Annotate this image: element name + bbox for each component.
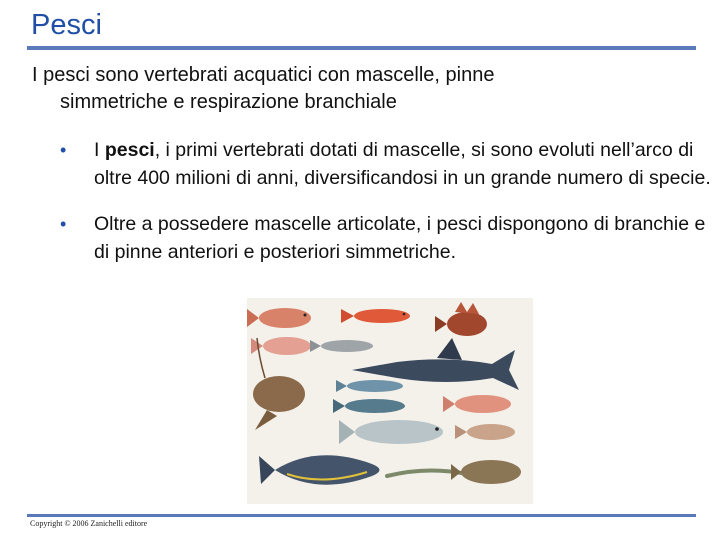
- mackerel-fish: [333, 399, 405, 413]
- fish-illustration: [247, 298, 533, 504]
- bullet-item-1: [58, 136, 716, 192]
- bullet-1-text: , i primi vertebrati dotati di mascelle, si sono evoluti nell’arco di oltre 400 milioni di anni, diversificandosi in un grande numero di specie.: [94, 139, 711, 189]
- slide-subtitle: [32, 62, 672, 116]
- red-mullet-fish: [341, 309, 410, 323]
- bullet-list: [58, 136, 716, 284]
- bullet-dot: •: [60, 214, 67, 234]
- grey-mullet-fish: [310, 340, 373, 352]
- tuna-fish: [259, 455, 380, 484]
- bullet-dot: •: [60, 140, 67, 160]
- subtitle-line-2: simmetriche e respirazione branchiale: [60, 91, 397, 113]
- pink-sea-bream-fish: [251, 337, 311, 355]
- fish-illustration-svg: [247, 298, 533, 504]
- scorpion-fish: [435, 302, 487, 336]
- sea-bass-fish: [339, 420, 443, 444]
- subtitle-line-1: I pesci sono vertebrati acquatici con mascelle, pinne: [32, 64, 495, 86]
- bullet-2-text: Oltre a possedere mascelle articolate, i pesci dispongono di branchie e di pinne anteriori e posteriori simmetriche.: [94, 213, 706, 263]
- bream-fish: [455, 424, 515, 440]
- gurnard-fish: [443, 395, 511, 413]
- footer-divider: [27, 514, 696, 517]
- copyright-notice: Copyright © 2006 Zanichelli editore: [30, 519, 148, 528]
- red-bream-fish: [247, 308, 311, 328]
- sardine-fish: [336, 380, 403, 392]
- flat-fish: [451, 460, 521, 484]
- bullet-item-2: [58, 210, 716, 266]
- bullet-1-prefix: I: [94, 139, 105, 161]
- title-divider: [27, 46, 696, 50]
- bullet-1-bold: pesci: [104, 139, 155, 161]
- slide-title: Pesci: [31, 9, 102, 41]
